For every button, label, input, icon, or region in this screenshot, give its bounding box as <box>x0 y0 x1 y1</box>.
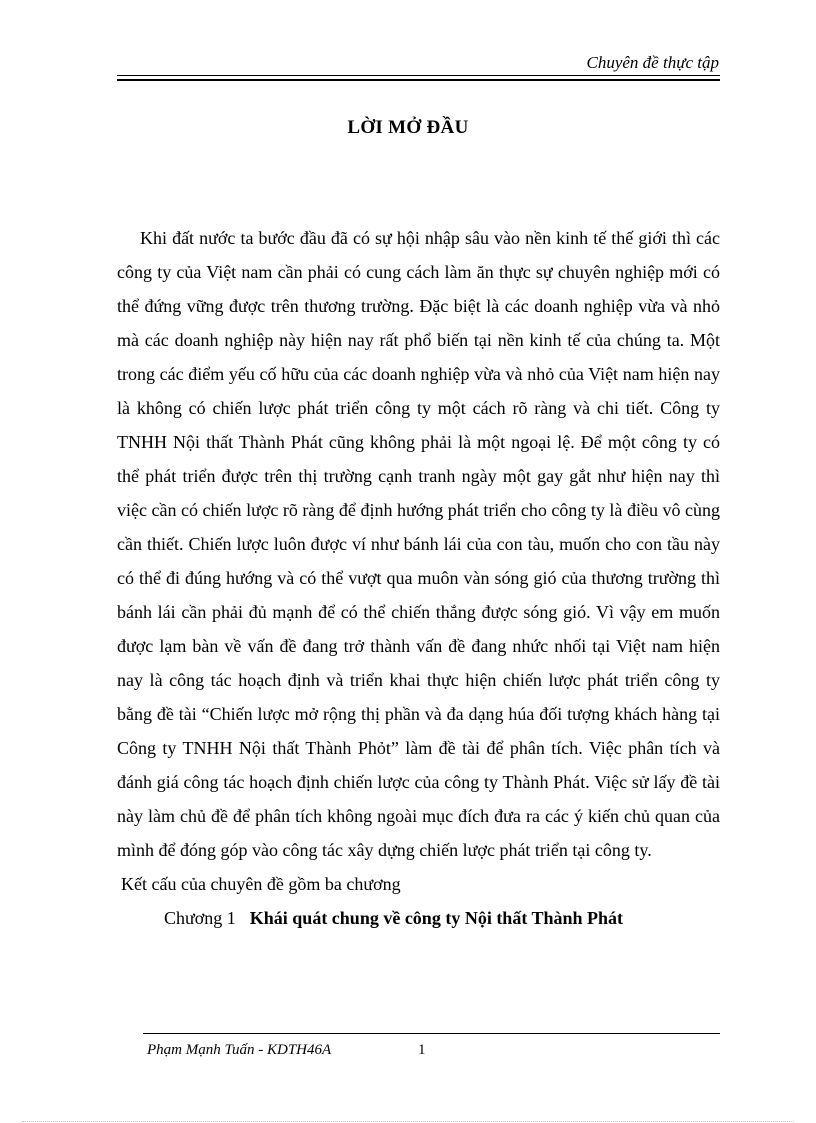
footer-rule <box>143 1033 720 1034</box>
intro-paragraph: Khi đất nước ta bước đầu đã có sự hội nhập sâu vào nền kinh tế thế giới thì các công ty của Việt nam cần phải có cung cách làm ăn thực sự chuyên nghiệp mới có thể đứng vững được trên thương trường. Đặc biệt là các doanh nghiệp vừa và nhỏ mà các doanh nghiệp này hiện nay rất phổ biến tại nền kinh tế của chúng ta. Một trong các điểm yếu cố hữu của các doanh nghiệp vừa và nhỏ của Việt nam hiện nay là không có chiến lược phát triển công ty một cách rõ ràng và chi tiết. Công ty TNHH Nội thất Thành Phát cũng không phải là một ngoại lệ. Để một công ty có thể phát triển được trên thị trường cạnh tranh ngày một gay gắt như hiện nay thì việc cần có chiến lược rõ ràng để định hướng phát triển cho công ty là điều vô cùng cần thiết. Chiến lược luôn được ví như bánh lái của con tàu, muốn cho con tầu này có thể đi đúng hướng và có thể vượt qua muôn vàn sóng gió của thương trường thì bánh lái cần phải đủ mạnh để có thể chiến thắng được sóng gió. Vì vậy em muốn được lạm bàn về vấn đề đang trở thành vấn đề đang nhức nhối tại Việt nam hiện nay là công tác hoạch định và triển khai thực hiện chiến lược phát triển công ty bằng đề tài “Chiến lược mở rộng thị phần và đa dạng húa đối tượng khách hàng tại Công ty TNHH Nội thất Thành Phỏt” làm đề tài để phân tích. Việc phân tích và đánh giá công tác hoạch định chiến lược của công ty Thành Phát. Việc sử lấy đề tài này làm chủ đề để phân tích không ngoài mục đích đưa ra các ý kiến chủ quan của mình để đóng góp vào công tác xây dựng chiến lược phát triển tại công ty. <box>117 228 720 860</box>
chapter-heading <box>117 901 720 935</box>
page-number: 1 <box>418 1042 426 1058</box>
running-header: Chuyên đề thực tập <box>586 53 719 72</box>
page-title: LỜI MỞ ĐẦU <box>347 117 469 138</box>
footer-author: Phạm Mạnh Tuấn - KDTH46A <box>147 1042 332 1058</box>
structure-line: Kết cấu của chuyên đề gồm ba chương <box>121 874 401 894</box>
chapter-label: Chương 1 <box>164 908 236 928</box>
chapter-name: Khái quát chung về công ty Nội thất Thành Phát <box>249 908 624 928</box>
page-edge-divider <box>22 1121 794 1122</box>
header-rule-bottom <box>117 79 720 81</box>
document-body <box>117 221 720 935</box>
header-rule-top <box>117 75 720 76</box>
